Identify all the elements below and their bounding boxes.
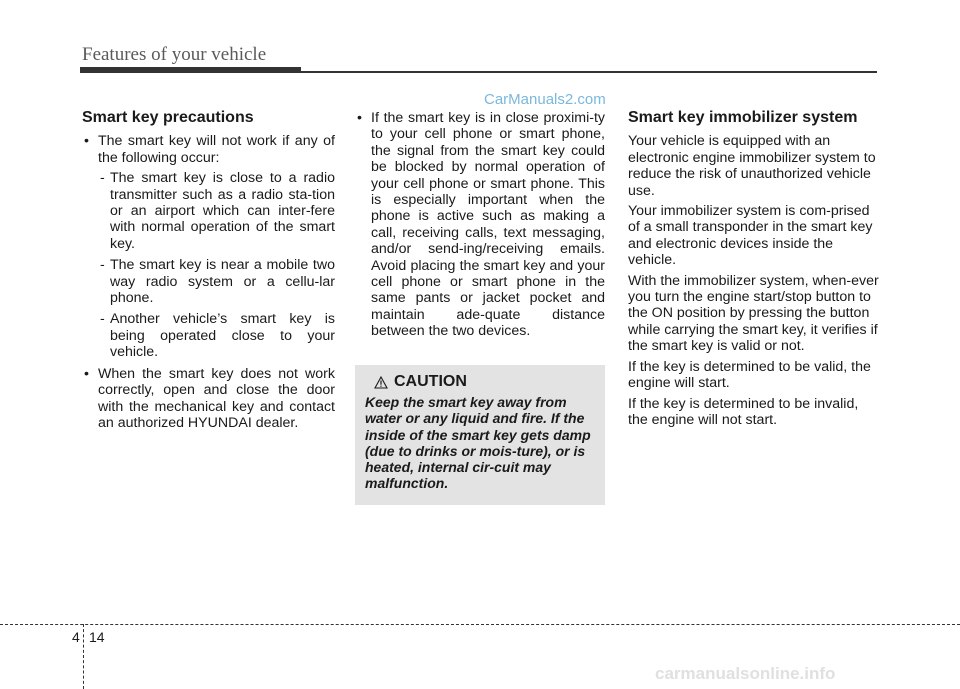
paragraph: If the key is determined to be valid, the engine will start. (628, 358, 871, 392)
bullet-text: When the smart key does not work correctly, open and close the door with the mechanical key and contact an authorized HYUNDAI dealer. (98, 365, 335, 431)
dash-icon: - (100, 311, 105, 328)
warning-triangle-icon (374, 376, 388, 389)
section-heading-immobilizer: Smart key immobilizer system (628, 109, 858, 126)
bullet-item (82, 366, 335, 432)
page-number: 14 (89, 629, 105, 645)
watermark-top-link[interactable]: CarManuals2.com (484, 91, 606, 108)
bullet-icon: • (84, 133, 89, 150)
caution-text: Keep the smart key away from water or any liquid and fire. If the inside of the smart key gets damp (due to drinks or mois-ture), or is heated, internal cir-cuit may malfunction. (365, 394, 591, 492)
sub-item (82, 311, 335, 360)
sub-item (82, 257, 335, 306)
column-proximity-note (355, 110, 605, 344)
page-section-number: 4 (72, 629, 80, 645)
paragraph: If the key is determined to be invalid, the engine will not start. (628, 395, 859, 428)
bullet-icon: • (357, 110, 362, 126)
bullet-item (355, 110, 605, 340)
sub-item (82, 170, 335, 252)
sub-item-text: The smart key is close to a radio transmitter such as a radio sta-tion or an airport which can inter-fere with normal operation of the smart key. (110, 170, 335, 252)
watermark-bottom-link[interactable]: carmanualsonline.info (655, 664, 836, 683)
caution-header (365, 373, 597, 391)
caution-title: CAUTION (394, 373, 467, 390)
footer-divider (83, 624, 84, 689)
bullet-icon: • (84, 365, 89, 382)
paragraph: With the immobilizer system, when-ever you turn the engine start/stop button to the ON position by pressing the button while carrying the smart key, it verifies if the smart key is valid or not. (628, 272, 879, 355)
dash-icon: - (100, 257, 105, 274)
caution-box (355, 365, 605, 505)
sub-item-text: Another vehicle’s smart key is being operated close to your vehicle. (110, 311, 335, 361)
bullet-text: The smart key will not work if any of the following occur: (98, 133, 335, 166)
paragraph: Your vehicle is equipped with an electronic engine immobilizer system to reduce the risk of unauthorized vehicle use. (628, 133, 876, 199)
sub-item-text: The smart key is near a mobile two way radio system or a cellu-lar phone. (110, 257, 335, 307)
footer-rule (0, 624, 960, 625)
bullet-text: If the smart key is in close proximi-ty to your cell phone or smart phone, the signal from the smart key could be blocked by normal operation of your cell phone or smart phone. This is especially important when the phone is active such as making a call, receiving calls, text messaging, and/or send-ing/receiving emails. Avoid placing the smart key and your cell phone or smart phone in the same pants or jacket pocket and maintain ade-quate distance between the two devices. (371, 110, 605, 340)
column-smart-key-precautions (82, 110, 335, 435)
page-header-title: Features of your vehicle (82, 44, 267, 65)
column-immobilizer (628, 110, 880, 432)
section-heading-precautions: Smart key precautions (82, 109, 254, 126)
paragraph: Your immobilizer system is com-prised of a small transponder in the smart key and electronic devices inside the vehicle. (628, 203, 873, 269)
dash-icon: - (100, 170, 105, 187)
bullet-item (82, 133, 335, 166)
header-rule (80, 71, 877, 73)
